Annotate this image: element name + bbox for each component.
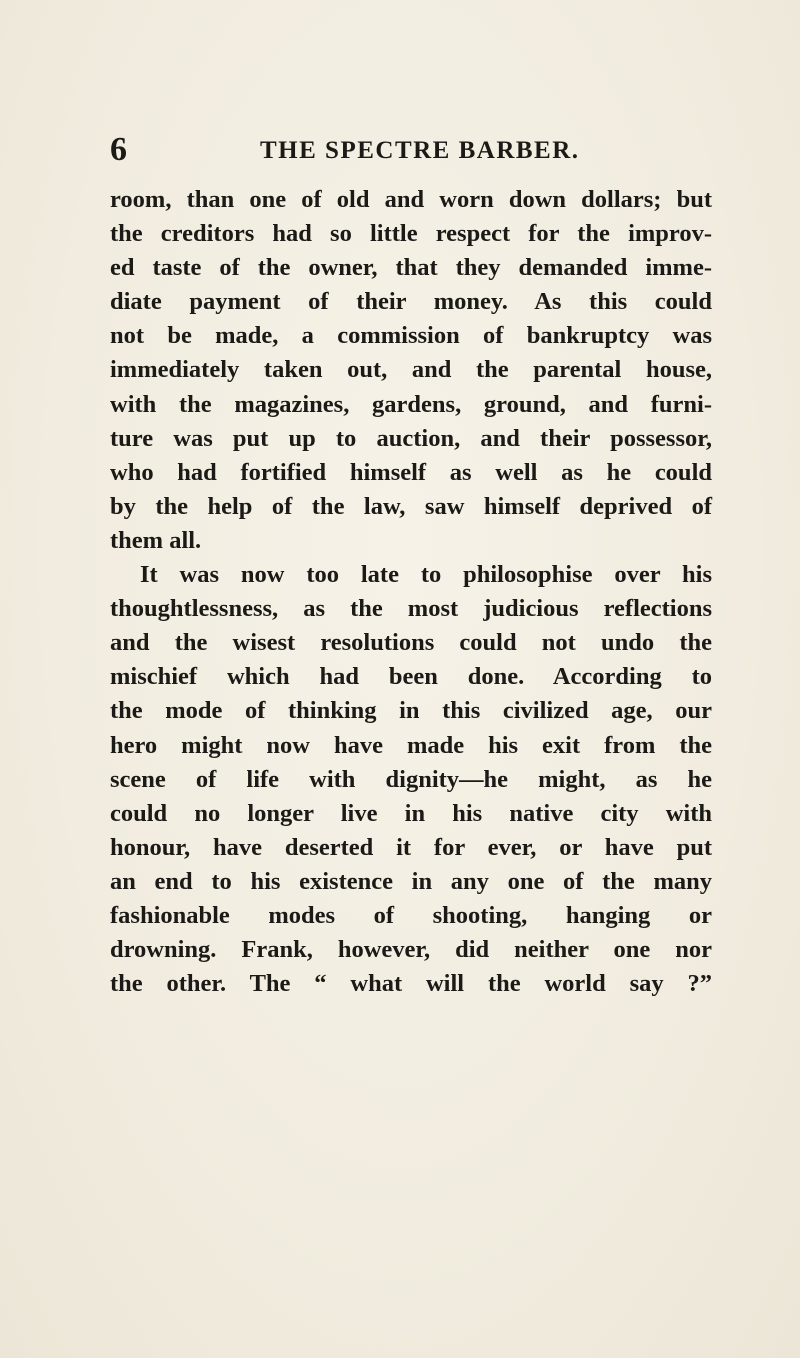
text-line: ed taste of the owner, that they demanded imme- (110, 254, 712, 282)
text-line: room, than one of old and worn down dollars; but (110, 186, 712, 213)
running-title: THE SPECTRE BARBER. (260, 137, 580, 164)
text-line: the mode of thinking in this civilized age, our (110, 697, 712, 725)
page-number: 6 (110, 131, 127, 168)
text-line: diate payment of their money. As this could (110, 288, 712, 316)
text-line: who had fortified himself as well as he could (110, 458, 712, 486)
text-line: fashionable modes of shooting, hanging or (110, 901, 712, 929)
text-line-paragraph-start: It was now too late to philosophise over his (140, 561, 712, 589)
text-line: and the wisest resolutions could not undo the (110, 629, 712, 657)
text-line: thoughtlessness, as the most judicious reflections (110, 595, 712, 623)
text-line-paragraph-end: them all. (110, 526, 202, 554)
text-line: by the help of the law, saw himself deprived of (110, 492, 712, 520)
text-line: not be made, a commission of bankruptcy was (110, 322, 712, 350)
text-line: an end to his existence in any one of the many (110, 867, 712, 895)
body-text (110, 183, 712, 1001)
text-line: drowning. Frank, however, did neither one nor (110, 936, 712, 964)
page-header (110, 130, 710, 170)
text-line: honour, have deserted it for ever, or have put (110, 833, 712, 861)
text-line: ture was put up to auction, and their possessor, (110, 424, 712, 452)
text-line: with the magazines, gardens, ground, and furni- (110, 390, 712, 418)
text-line: mischief which had been done. According to (110, 663, 712, 691)
text-line: scene of life with dignity—he might, as he (110, 765, 712, 793)
text-line: could no longer live in his native city with (110, 799, 712, 827)
text-line: the creditors had so little respect for the improv- (110, 220, 712, 248)
text-line: the other. The “ what will the world say ?” (110, 970, 712, 998)
text-line: immediately taken out, and the parental house, (110, 356, 712, 384)
text-line: hero might now have made his exit from the (110, 731, 712, 759)
